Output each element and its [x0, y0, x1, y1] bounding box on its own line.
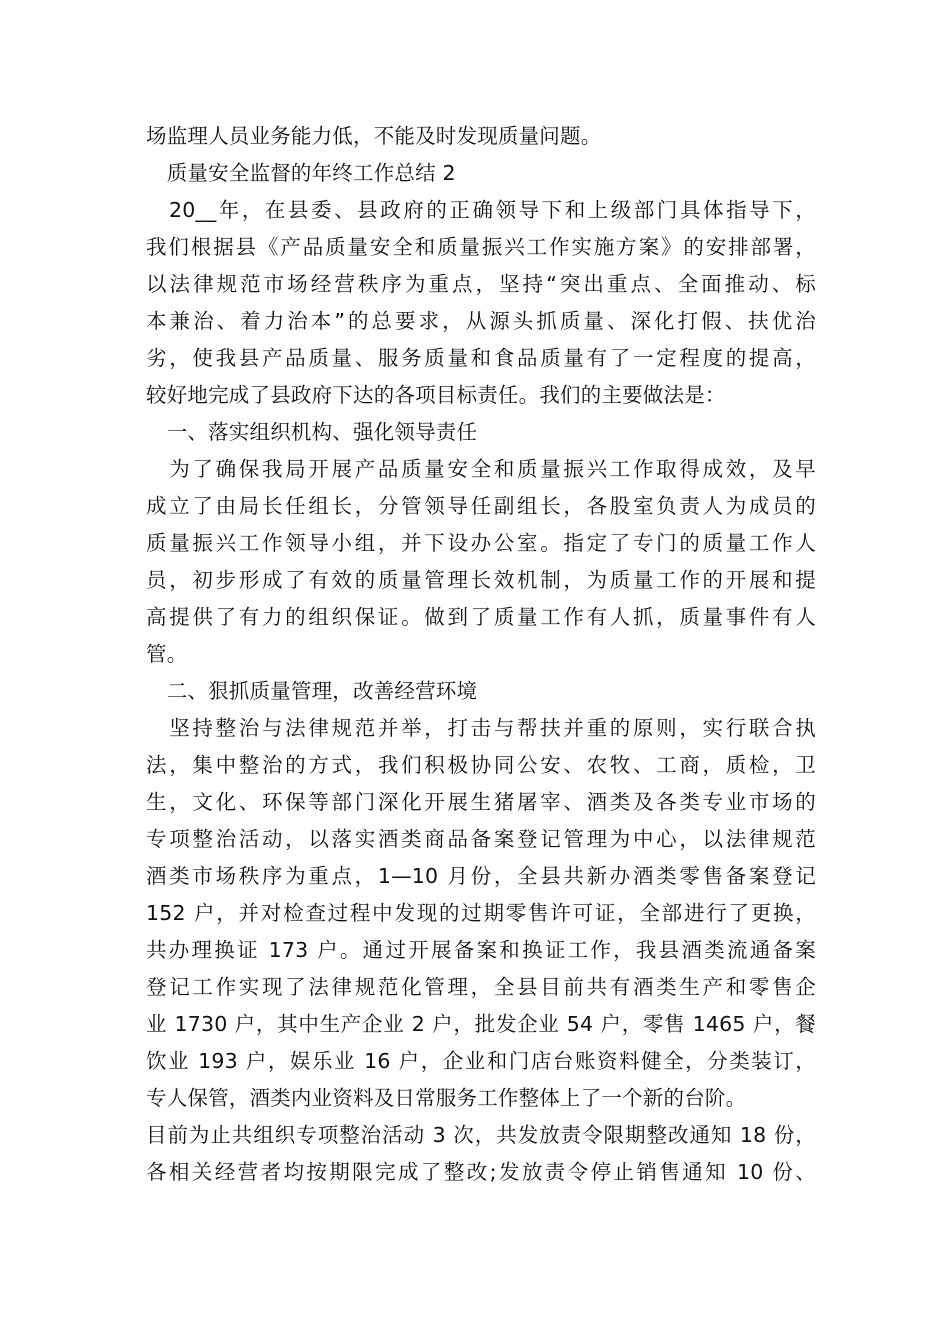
text-line: 较好地完成了县政府下达的各项目标责任。我们的主要做法是： [146, 383, 726, 407]
section-title: 质量安全监督的年终工作总结 2 [146, 161, 456, 185]
text-line: 生，文化、环保等部门深化开展生猪屠宰、酒类及各类专业市场的 [146, 790, 816, 814]
text-line: 坚持整治与法律规范并举，打击与帮扶并重的原则，实行联合执 [146, 716, 816, 740]
text-line: 各相关经营者均按期限完成了整改;发放责令停止销售通知 10 份、 [146, 1160, 816, 1184]
text-line: 法，集中整治的方式，我们积极协同公安、农牧、工商，质检，卫 [146, 753, 816, 777]
text-line: 152 户，并对检查过程中发现的过期零售许可证，全部进行了更换， [146, 901, 816, 925]
subsection-heading: 一、落实组织机构、强化领导责任 [146, 420, 478, 444]
text-line: 员，初步形成了有效的质量管理长效机制，为质量工作的开展和提 [146, 568, 816, 592]
text-line: 高提供了有力的组织保证。做到了质量工作有人抓，质量事件有人 [146, 605, 816, 629]
text-line: 共办理换证 173 户。通过开展备案和换证工作，我县酒类流通备案 [146, 938, 816, 962]
text-line: 劣，使我县产品质量、服务质量和食品质量有了一定程度的提高， [146, 346, 816, 370]
text-line: 以法律规范市场经营秩序为重点，坚持“突出重点、全面推动、标 [146, 272, 816, 296]
text-line: 目前为止共组织专项整治活动 3 次，共发放责令限期整改通知 18 份， [146, 1123, 816, 1147]
text-line: 饮业 193 户，娱乐业 16 户，企业和门店台账资料健全，分类装订， [146, 1049, 816, 1073]
text-line: 管。 [146, 642, 188, 666]
text-line: 专项整治活动，以落实酒类商品备案登记管理为中心，以法律规范 [146, 827, 816, 851]
text-line: 我们根据县《产品质量安全和质量振兴工作实施方案》的安排部署， [146, 235, 816, 259]
text-line: 本兼治、着力治本”的总要求，从源头抓质量、深化打假、扶优治 [146, 309, 816, 333]
document-body [146, 118, 816, 1191]
text-line: 业 1730 户，其中生产企业 2 户，批发企业 54 户，零售 1465 户，餐 [146, 1012, 816, 1036]
text-line: 专人保管，酒类内业资料及日常服务工作整体上了一个新的台阶。 [146, 1086, 747, 1110]
text-line: 质量振兴工作领导小组，并下设办公室。指定了专门的质量工作人 [146, 531, 816, 555]
subsection-heading: 二、狠抓质量管理，改善经营环境 [146, 679, 478, 703]
text-line: 成立了由局长任组长，分管领导任副组长，各股室负责人为成员的 [146, 494, 816, 518]
text-line: 20__年，在县委、县政府的正确领导下和上级部门具体指导下， [146, 198, 816, 222]
text-line: 场监理人员业务能力低，不能及时发现质量问题。 [146, 124, 602, 148]
text-line: 登记工作实现了法律规范化管理，全县目前共有酒类生产和零售企 [146, 975, 816, 999]
text-line: 为了确保我局开展产品质量安全和质量振兴工作取得成效，及早 [146, 457, 816, 481]
text-line: 酒类市场秩序为重点，1—10 月份，全县共新办酒类零售备案登记 [146, 864, 816, 888]
